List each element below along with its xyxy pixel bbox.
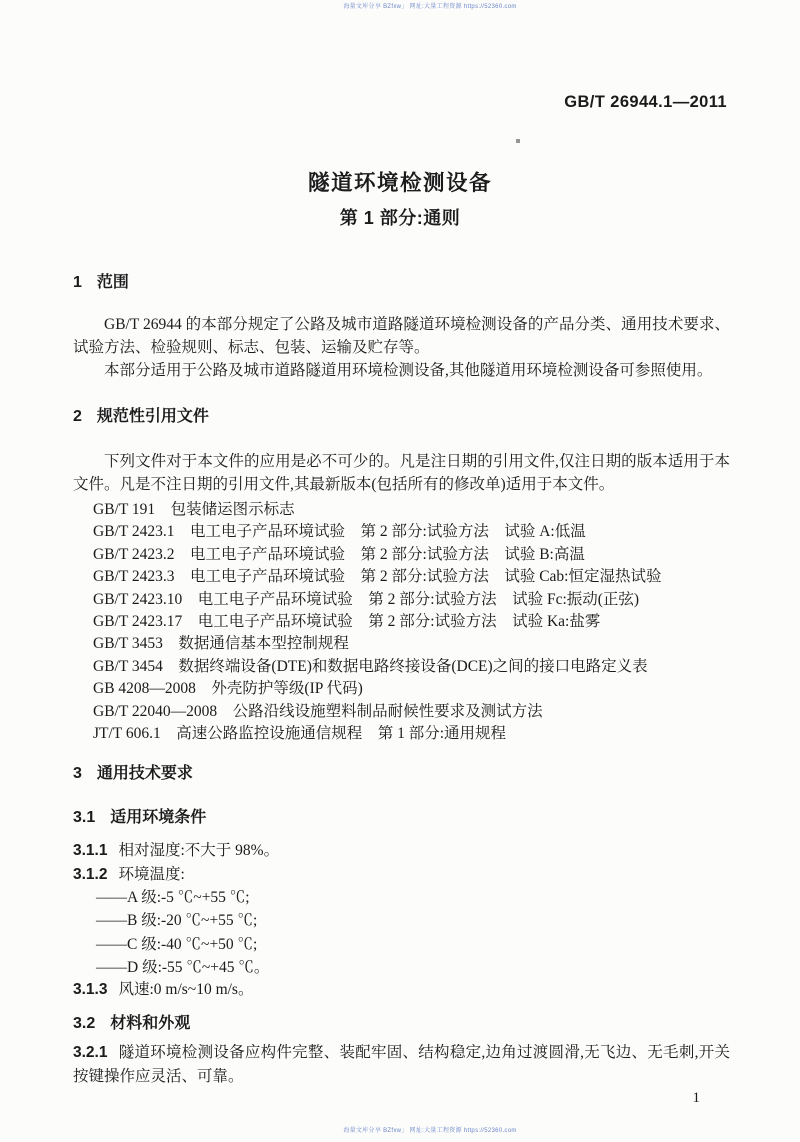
section-title: 适用环境条件	[110, 809, 207, 826]
reference-item: GB/T 2423.1 电工电子产品环境试验 第 2 部分:试验方法 试验 A:低温	[93, 523, 586, 541]
clause-text: 环境温度:	[118, 866, 185, 883]
reference-item: GB/T 2423.3 电工电子产品环境试验 第 2 部分:试验方法 试验 Cab:恒定湿热试验	[93, 568, 662, 586]
section-3-1-heading	[73, 807, 730, 828]
section-title: 规范性引用文件	[96, 408, 209, 425]
temperature-level-item: ——D 级:-55 ℃~+45 ℃。	[96, 958, 270, 976]
reference-item: GB/T 2423.2 电工电子产品环境试验 第 2 部分:试验方法 试验 B:高温	[93, 545, 585, 563]
reference-item: GB/T 2423.17 电工电子产品环境试验 第 2 部分:试验方法 试验 Ka:盐雾	[93, 613, 601, 631]
temperature-level-item: ——C 级:-40 ℃~+50 ℃;	[96, 935, 258, 953]
doc-title-line1: 隧道环境检测设备	[307, 171, 492, 195]
clause-text: 隧道环境检测设备应构件完整、装配牢固、结构稳定,边角过渡圆滑,无飞边、无毛刺,开关按键操作应灵活、可靠。	[73, 1044, 730, 1085]
section-2-paragraph-1: 下列文件对于本文件的应用是必不可少的。凡是注日期的引用文件,仅注日期的版本适用于本文件。凡是不注日期的引用文件,其最新版本(包括所有的修改单)适用于本文件。	[73, 453, 730, 493]
temperature-level-item: ——B 级:-20 ℃~+55 ℃;	[96, 912, 258, 930]
document-title	[0, 166, 800, 230]
reference-item: JT/T 606.1 高速公路监控设施通信规程 第 1 部分:通用规程	[93, 725, 507, 743]
section-number: 3.2	[73, 1015, 96, 1032]
section-1-paragraph-1: GB/T 26944 的本部分规定了公路及城市道路隧道环境检测设备的产品分类、通用技术要求、试验方法、检验规则、标志、包装、运输及贮存等。	[73, 316, 730, 356]
clause-number: 3.1.2	[73, 866, 108, 883]
section-number: 3.1	[73, 809, 96, 826]
reference-item: GB/T 22040—2008 公路沿线设施塑料制品耐候性要求及测试方法	[93, 702, 543, 720]
clause-3-2-1	[73, 1041, 730, 1089]
section-1-paragraph-2: 本部分适用于公路及城市道路隧道用环境检测设备,其他隧道用环境检测设备可参照使用。	[104, 362, 713, 379]
section-title: 通用技术要求	[96, 765, 193, 782]
section-number: 1	[73, 274, 82, 291]
watermark-top: 海量文库分享 BZfxw」 网址:大量工程资源 https://52360.com	[343, 4, 517, 10]
section-title: 材料和外观	[110, 1015, 191, 1032]
section-2-heading	[73, 406, 730, 427]
temperature-levels-list	[73, 886, 730, 979]
reference-item: GB/T 3453 数据通信基本型控制规程	[93, 635, 349, 653]
reference-item: GB/T 2423.10 电工电子产品环境试验 第 2 部分:试验方法 试验 Fc:振动(正弦)	[93, 590, 640, 608]
standard-number: GB/T 26944.1—2011	[564, 93, 727, 111]
clause-3-1-3	[73, 978, 730, 1001]
doc-title-line2: 第 1 部分:通则	[339, 208, 461, 228]
page-number: 1	[692, 1090, 700, 1106]
section-title: 范围	[96, 274, 129, 291]
clause-number: 3.1.1	[73, 842, 108, 859]
section-number: 3	[73, 765, 82, 782]
watermark-bottom: 海量文库分享 BZfxw」 网址:大量工程资源 https://52360.com	[343, 1128, 517, 1134]
reference-item: GB/T 191 包装储运图示标志	[93, 501, 295, 518]
normative-references-list	[73, 499, 730, 745]
clause-text: 风速:0 m/s~10 m/s。	[118, 981, 254, 998]
reference-item: GB 4208—2008 外壳防护等级(IP 代码)	[93, 680, 363, 698]
clause-3-1-2	[73, 863, 730, 886]
scan-artifact-dot	[516, 139, 520, 143]
section-3-heading	[73, 763, 730, 784]
clause-number: 3.2.1	[73, 1044, 108, 1061]
clause-number: 3.1.3	[73, 981, 108, 998]
clause-text: 相对湿度:不大于 98%。	[118, 842, 280, 859]
section-3-2-heading	[73, 1013, 730, 1034]
section-1-heading	[73, 272, 730, 293]
temperature-level-item: ——A 级:-5 ℃~+55 ℃;	[96, 889, 250, 906]
section-number: 2	[73, 408, 82, 425]
clause-3-1-1	[73, 839, 730, 862]
reference-item: GB/T 3454 数据终端设备(DTE)和数据电路终接设备(DCE)之间的接口电路定义表	[93, 657, 648, 675]
